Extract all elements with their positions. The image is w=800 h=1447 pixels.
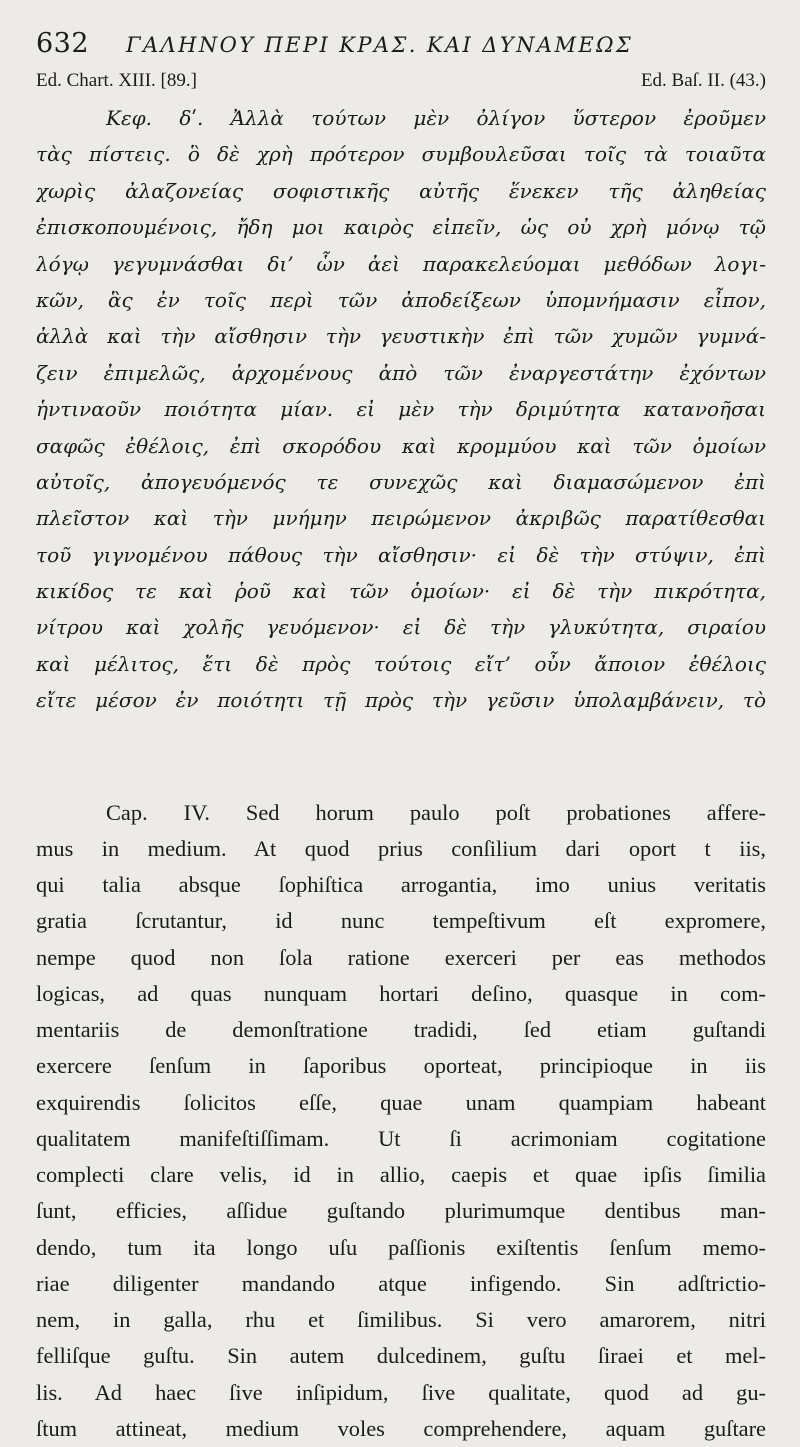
latin-line: mus in medium. At quod prius conſilium dari oport t iis, [36, 835, 766, 861]
greek-line: νίτρου καὶ χολῆς γευόμενον· εἰ δὲ τὴν γλυκύτητα, σιραίου [36, 615, 766, 640]
edition-basel: Ed. Baſ. II. (43.) [640, 70, 766, 91]
latin-line: riae diligenter mandando atque infigendo. Sin adſtrictio- [36, 1270, 766, 1296]
greek-line: κικίδος τε καὶ ῥοῦ καὶ τῶν ὁμοίων· εἰ δὲ τὴν πικρότητα, [36, 579, 766, 604]
edition-chartier: Ed. Chart. XIII. [89.] [36, 70, 197, 91]
latin-line: nempe quod non ſola ratione exerceri per eas methodos [36, 944, 766, 970]
greek-line: ἐπισκοπουμένοις, ἤδη μοι καιρὸς εἰπεῖν, ὡς οὐ χρὴ μόνῳ τῷ [36, 215, 766, 240]
greek-line: λόγῳ γεγυμνάσθαι δι’ ὧν ἀεὶ παρακελεύομαι μεθόδων λογι- [36, 251, 766, 276]
page-number: 632 [36, 28, 90, 59]
latin-line: dendo, tum ita longo uſu paſſionis exiſtentis ſenſum memo- [36, 1234, 766, 1260]
latin-line: mentariis de demonſtratione tradidi, ſed etiam guſtandi [36, 1017, 766, 1043]
latin-line: ſtum attineat, medium voles comprehendere, aquam guſtare [36, 1415, 766, 1441]
running-head [36, 28, 766, 66]
latin-line: qui talia absque ſophiſtica arrogantia, imo unius veritatis [36, 872, 766, 898]
section-gap [36, 719, 766, 795]
latin-line: exquirendis ſolicitos eſſe, quae unam quampiam habeant [36, 1089, 766, 1115]
greek-line: χωρὶς ἀλαζονείας σοφιστικῆς αὐτῆς ἕνεκεν τῆς ἀληθείας [36, 178, 766, 203]
latin-line: nem, in galla, rhu et ſimilibus. Si vero amarorem, nitri [36, 1307, 766, 1333]
greek-line: εἴτε μέσον ἐν ποιότητι τῇ πρὸς τὴν γεῦσιν ὑπολαμβάνειν, τὸ [36, 688, 766, 713]
greek-line: τοῦ γιγνομένου πάθους τὴν αἴσθησιν· εἰ δὲ τὴν στύψιν, ἐπὶ [36, 542, 766, 567]
latin-line: qualitatem manifeſtiſſimam. Ut ſi acrimoniam cogitatione [36, 1125, 766, 1151]
greek-line: αὐτοῖς, ἀπογευόμενός τε συνεχῶς καὶ διαμασώμενον ἐπὶ [36, 469, 766, 494]
latin-line: Cap. IV. Sed horum paulo poſt probationes affere- [106, 799, 766, 825]
greek-line: τὰς πίστεις. ὃ δὲ χρὴ πρότερον συμβουλεῦσαι τοῖς τὰ τοιαῦτα [36, 142, 766, 167]
edition-line [36, 70, 766, 100]
greek-line: ἀλλὰ καὶ τὴν αἴσθησιν τὴν γευστικὴν ἐπὶ τῶν χυμῶν γυμνά- [36, 324, 766, 349]
latin-line: exercere ſenſum in ſaporibus oporteat, principioque in iis [36, 1053, 766, 1079]
running-title: ΓΑΛΗΝΟΥ ΠΕΡΙ ΚΡΑΣ. ΚΑΙ ΔΥΝΑΜΕΩΣ [126, 33, 634, 57]
greek-text-block [36, 100, 766, 719]
greek-line: ζειν ἐπιμελῶς, ἀρχομένους ἀπὸ τῶν ἐναργεστάτην ἐχόντων [36, 360, 766, 385]
greek-line: σαφῶς ἐθέλοις, ἐπὶ σκορόδου καὶ κρομμύου καὶ τῶν ὁμοίων [36, 433, 766, 458]
greek-line: Κεφ. δʹ. Ἀλλὰ τούτων μὲν ὀλίγον ὕστερον ἐροῦμεν [106, 106, 766, 130]
latin-line: complecti clare velis, id in allio, caepis et quae ipſis ſimilia [36, 1162, 766, 1188]
greek-line: καὶ μέλιτος, ἔτι δὲ πρὸς τούτοις εἴτ’ οὖν ἄποιον ἐθέλοις [36, 651, 766, 676]
greek-line: ἡντιναοῦν ποιότητα μίαν. εἰ μὲν τὴν δριμύτητα κατανοῆσαι [36, 397, 766, 422]
latin-line: logicas, ad quas nunquam hortari deſino, quasque in com- [36, 980, 766, 1006]
latin-line: lis. Ad haec ſive inſipidum, ſive qualitate, quod ad gu- [36, 1379, 766, 1405]
latin-line: ſunt, efficies, aſſidue guſtando plurimumque dentibus man- [36, 1198, 766, 1224]
greek-line: κῶν, ἃς ἐν τοῖς περὶ τῶν ἀποδείξεων ὑπομνήμασιν εἶπον, [36, 287, 766, 312]
greek-line: πλεῖστον καὶ τὴν μνήμην πειρώμενον ἀκριβῶς παρατίθεσθαι [36, 506, 766, 531]
latin-line: gratia ſcrutantur, id nunc tempeſtivum eſt expromere, [36, 908, 766, 934]
latin-line: felliſque guſtu. Sin autem dulcedinem, guſtu ſiraei et mel- [36, 1343, 766, 1369]
latin-text-block [36, 795, 766, 1447]
